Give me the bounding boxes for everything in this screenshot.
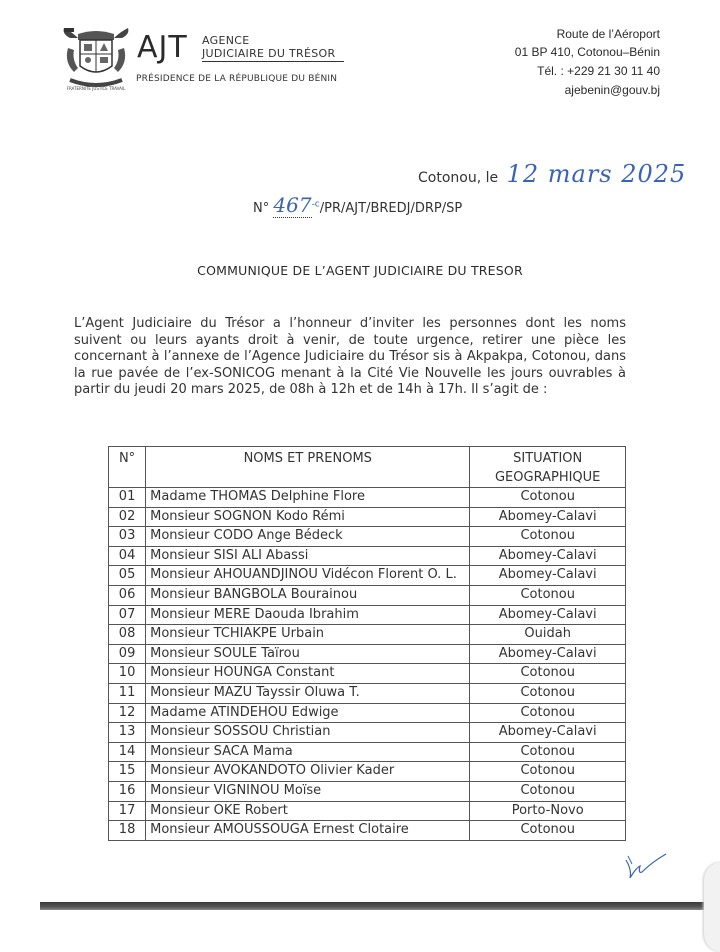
row-num: 08 [109,625,146,645]
people-table [108,446,626,841]
table-row [109,762,626,782]
table-row [109,644,626,664]
row-location: Abomey-Calavi [470,546,626,566]
row-location: Abomey-Calavi [470,644,626,664]
table-row [109,821,626,841]
row-location: Abomey-Calavi [470,723,626,743]
ref-prefix: N° [253,201,270,216]
reference-line [253,193,462,217]
row-name: Monsieur AMOUSSOUGA Ernest Clotaire [146,821,470,841]
table-row [109,507,626,527]
row-location: Cotonou [470,488,626,508]
table-row [109,703,626,723]
table-row [109,664,626,684]
table-row [109,723,626,743]
row-name: Madame THOMAS Delphine Flore [146,488,470,508]
row-num: 17 [109,801,146,821]
table-row [109,625,626,645]
ref-suffix: /PR/AJT/BREDJ/DRP/SP [319,201,463,216]
row-name: Monsieur MAZU Tayssir Oluwa T. [146,683,470,703]
row-name: Monsieur CODO Ange Bédeck [146,527,470,547]
row-name: Monsieur TCHIAKPE Urbain [146,625,470,645]
row-location: Cotonou [470,742,626,762]
header-num: N° [109,447,146,488]
row-name: Monsieur HOUNGA Constant [146,664,470,684]
address-line-1: Route de l’Aéroport [556,27,660,41]
row-name: Monsieur AVOKANDOTO Olivier Kader [146,762,470,782]
row-location: Abomey-Calavi [470,566,626,586]
row-num: 14 [109,742,146,762]
table-row [109,488,626,508]
row-location: Cotonou [470,821,626,841]
row-location: Cotonou [470,703,626,723]
benin-coat-of-arms-icon [60,26,132,94]
row-num: 02 [109,507,146,527]
communique-body: L’Agent Judiciaire du Trésor a l’honneur d’inviter les personnes dont les noms suivent ou leurs ayants droit à venir, de toute urgence, retirer une pièce les concernant à l’annexe de l’Agence Judiciaire du Trésor sis à Akpakpa, Cotonou, dans la rue pavée de l’ex-SONICOG menant à la Cité Vie Nouvelle les jours ouvrables à partir du jeudi 20 mars 2025, de 08h à 12h et de 14h à 17h. Il s’agit de : [74,316,626,398]
table-row [109,605,626,625]
logo-short: AJT [137,30,188,65]
table-header-row [109,447,626,488]
row-name: Monsieur MERE Daouda Ibrahim [146,605,470,625]
row-name: Monsieur VIGNINOU Moïse [146,781,470,801]
footer-bar [40,902,720,910]
ref-number-handwritten: 467 [273,193,312,217]
logo-line-2: JUDICIAIRE DU TRÉSOR [202,47,336,60]
row-name: Monsieur SOGNON Kodo Rémi [146,507,470,527]
address-email: ajebenin@gouv.bj [564,83,660,97]
row-name: Monsieur SACA Mama [146,742,470,762]
table-row [109,585,626,605]
date-handwritten: 12 mars 2025 [506,160,687,188]
row-num: 15 [109,762,146,782]
ref-number-sup: -c [311,199,320,210]
row-name: Monsieur SOSSOU Christian [146,723,470,743]
table-row [109,546,626,566]
row-name: Madame ATINDEHOU Edwige [146,703,470,723]
date-label: Cotonou, le [418,170,499,186]
row-num: 12 [109,703,146,723]
address-line-2: 01 BP 410, Cotonou–Bénin [514,45,660,59]
row-num: 05 [109,566,146,586]
table-row [109,527,626,547]
address-phone: Tél. : +229 21 30 11 40 [537,64,660,78]
table-row [109,683,626,703]
row-num: 11 [109,683,146,703]
row-location: Cotonou [470,664,626,684]
row-num: 01 [109,488,146,508]
row-location: Cotonou [470,527,626,547]
page-corner [704,862,720,952]
presidence-label: PRÉSIDENCE DE LA RÉPUBLIQUE DU BÉNIN [136,74,338,84]
row-num: 06 [109,585,146,605]
header-name: NOMS ET PRENOMS [146,447,470,488]
row-num: 03 [109,527,146,547]
row-num: 07 [109,605,146,625]
row-num: 13 [109,723,146,743]
row-location: Cotonou [470,585,626,605]
table-row [109,781,626,801]
table-row [109,566,626,586]
row-num: 09 [109,644,146,664]
row-name: Monsieur AHOUANDJINOU Vidécon Florent O. L. [146,566,470,586]
row-name: Monsieur BANGBOLA Bourainou [146,585,470,605]
table-row [109,801,626,821]
row-num: 04 [109,546,146,566]
row-location: Abomey-Calavi [470,507,626,527]
initials-signature [622,852,670,882]
row-location: Cotonou [470,683,626,703]
logo-full-name [202,34,335,60]
row-location: Porto-Novo [470,801,626,821]
emblem-motto: FRATERNITÉ JUSTICE TRAVAIL [66,86,126,91]
row-location: Ouidah [470,625,626,645]
row-location: Abomey-Calavi [470,605,626,625]
row-num: 10 [109,664,146,684]
row-location: Cotonou [470,762,626,782]
header-location: SITUATION GEOGRAPHIQUE [470,447,626,488]
communique-title: COMMUNIQUE DE L’AGENT JUDICIAIRE DU TRESOR [197,263,523,278]
date-line [418,160,686,188]
row-name: Monsieur SISI ALI Abassi [146,546,470,566]
row-name: Monsieur OKE Robert [146,801,470,821]
row-name: Monsieur SOULE Taïrou [146,644,470,664]
table-row [109,742,626,762]
logo-divider [202,61,344,62]
logo-line-1: AGENCE [202,34,250,47]
row-location: Cotonou [470,781,626,801]
row-num: 18 [109,821,146,841]
row-num: 16 [109,781,146,801]
